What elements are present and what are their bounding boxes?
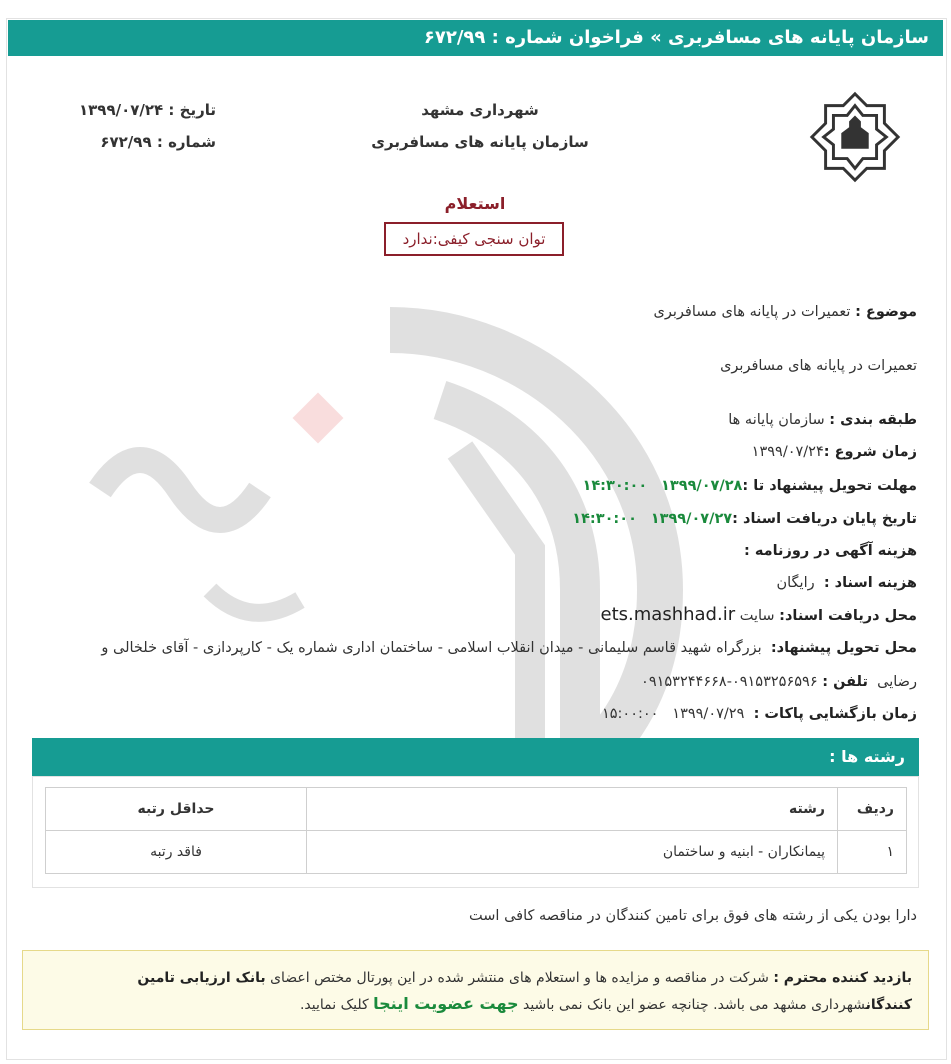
quality-badge: توان سنجی کیفی:ندارد xyxy=(384,222,564,256)
doc-place-label: محل دریافت اسناد: xyxy=(779,608,917,624)
doc-cost-label: هزینه اسناد : xyxy=(823,575,917,591)
visitor-text-1: شرکت در مناقصه و مزایده ها و استعلام های منتشر شده در این پورتال مختص اعضای xyxy=(270,970,769,986)
visitor-lead: بازدید کننده محترم : xyxy=(773,970,912,986)
doc-place-row xyxy=(601,604,917,625)
doc-end-row xyxy=(572,511,917,527)
opening-time: ۱۵:۰۰:۰۰ xyxy=(601,706,659,722)
column-header-min-rank: حداقل رتبه xyxy=(46,788,307,831)
meta-block xyxy=(36,94,216,158)
category-label: طبقه بندی : xyxy=(829,412,917,428)
page-title: سازمان پایانه های مسافربری » فراخوان شماره : ۶۷۲/۹۹ xyxy=(8,20,943,56)
doc-end-label: تاریخ پایان دریافت اسناد : xyxy=(732,511,917,527)
table-row xyxy=(46,831,907,874)
start-row xyxy=(752,444,917,460)
deadline-label: مهلت تحویل پیشنهاد تا : xyxy=(742,478,917,494)
opening-date: ۱۳۹۹/۰۷/۲۹ xyxy=(672,706,745,722)
inquiry-title: استعلام xyxy=(444,194,506,213)
delivery-phone-row xyxy=(641,674,917,690)
subject-row xyxy=(654,304,917,320)
visitor-text-3: کلیک نمایید. xyxy=(299,997,369,1013)
fields-table xyxy=(45,787,907,874)
ad-cost-label: هزینه آگهی در روزنامه : xyxy=(743,543,917,559)
column-header-field: رشته xyxy=(307,788,838,831)
date-line xyxy=(36,94,216,126)
number-line xyxy=(36,126,216,158)
delivery-value-2: رضایی xyxy=(877,674,917,690)
description-row: تعمیرات در پایانه های مسافربری xyxy=(720,358,917,374)
doc-cost-value: رایگان xyxy=(776,575,815,591)
delivery-value: بزرگراه شهید قاسم سلیمانی - میدان انقلاب اسلامی - ساختمان اداری شماره یک - کارپردازی - آقای خلخالی و xyxy=(101,640,762,656)
doc-place-prefix: سایت xyxy=(739,608,775,624)
start-label: زمان شروع : xyxy=(823,444,917,460)
doc-place-site: ets.mashhad.ir xyxy=(600,604,736,625)
phone-label: تلفن : xyxy=(822,674,868,690)
deadline-time: ۱۴:۳۰:۰۰ xyxy=(582,478,648,494)
visitor-notice xyxy=(22,950,929,1030)
fields-table-wrap xyxy=(32,776,919,888)
mashhad-logo-icon xyxy=(806,88,904,186)
fields-note: دارا بودن یکی از رشته های فوق برای تامین کنندگان در مناقصه کافی است xyxy=(469,908,917,924)
start-value: ۱۳۹۹/۰۷/۲۴ xyxy=(751,444,824,460)
org-header xyxy=(330,94,630,158)
subject-label: موضوع : xyxy=(855,304,917,320)
doc-cost-row xyxy=(776,575,917,591)
doc-end-time: ۱۴:۳۰:۰۰ xyxy=(572,511,637,527)
visitor-bank: بانک ارزیابی تامین کنندگان xyxy=(137,970,912,1013)
number-value: ۶۷۲/۹۹ xyxy=(100,133,152,151)
delivery-label: محل تحویل پیشنهاد: xyxy=(770,640,917,656)
deadline-row xyxy=(582,478,917,494)
cell-row-number: ۱ xyxy=(838,831,907,874)
delivery-row xyxy=(101,640,917,656)
deadline-date: ۱۳۹۹/۰۷/۲۸ xyxy=(661,478,743,494)
date-value: ۱۳۹۹/۰۷/۲۴ xyxy=(78,101,164,119)
column-header-row: ردیف xyxy=(838,788,907,831)
category-value: سازمان پایانه ها xyxy=(728,412,825,428)
visitor-text-2: شهرداری مشهد می باشد. چنانچه عضو این بانک نمی باشید xyxy=(522,997,866,1013)
org-terminals: سازمان پایانه های مسافربری xyxy=(371,133,589,151)
date-label: تاریخ : xyxy=(168,101,216,119)
subject-value: تعمیرات در پایانه های مسافربری xyxy=(653,304,851,320)
doc-end-date: ۱۳۹۹/۰۷/۲۷ xyxy=(650,511,733,527)
ad-cost-row xyxy=(744,543,917,559)
opening-row xyxy=(602,706,917,722)
phone-value: ۰۹۱۵۳۲۵۶۵۹۶-۰۹۱۵۳۲۴۴۶۶۸ xyxy=(641,674,818,690)
number-label: شماره : xyxy=(156,133,216,151)
category-row xyxy=(728,412,917,428)
table-header-row xyxy=(46,788,907,831)
cell-field: پیمانکاران - ابنیه و ساختمان xyxy=(307,831,838,874)
cell-min-rank: فاقد رتبه xyxy=(46,831,307,874)
join-link[interactable]: جهت عضویت اینجا xyxy=(373,994,519,1013)
opening-label: زمان بازگشایی پاکات : xyxy=(753,706,917,722)
org-municipality: شهرداری مشهد xyxy=(421,101,539,119)
fields-section-title: رشته ها : xyxy=(32,738,919,776)
